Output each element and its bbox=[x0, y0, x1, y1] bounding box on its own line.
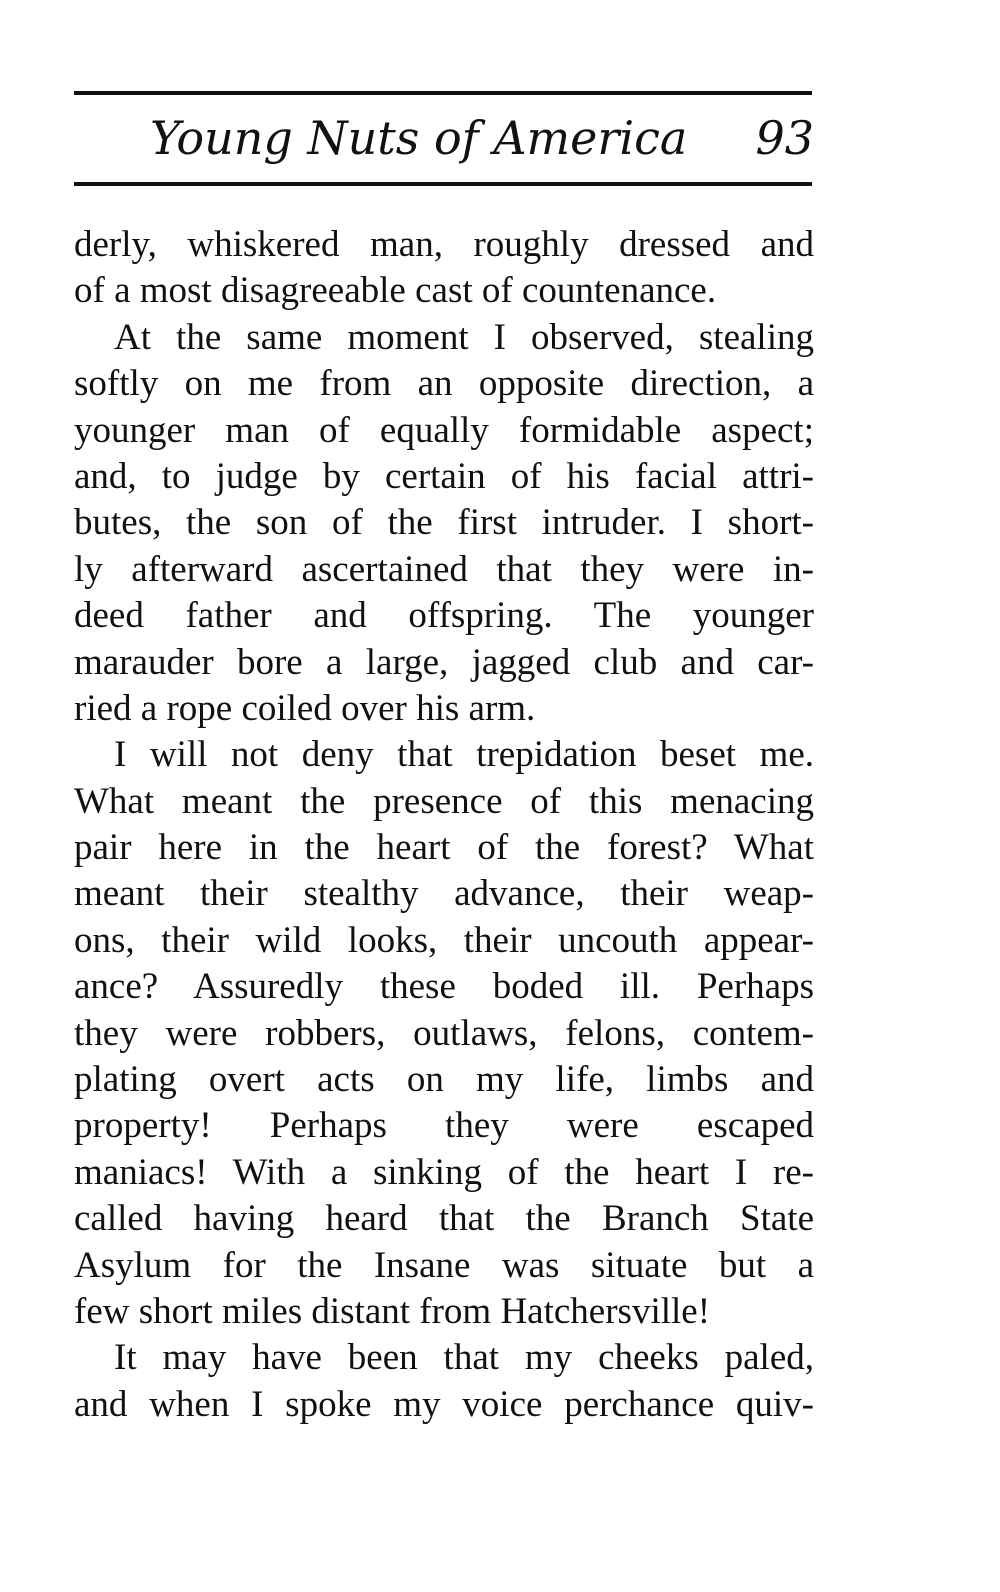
text-line: deed father and offspring. The younger bbox=[74, 595, 814, 637]
text-line: and when I spoke my voice perchance quiv- bbox=[74, 1383, 814, 1425]
text-line: and, to judge by certain of his facial attri- bbox=[74, 455, 814, 497]
text-line: butes, the son of the first intruder. I short- bbox=[74, 502, 814, 544]
text-line: ly afterward ascertained that they were in- bbox=[74, 548, 814, 590]
text-line: plating overt acts on my life, limbs and bbox=[74, 1059, 814, 1101]
text-line: Asylum for the Insane was situate but a bbox=[74, 1244, 814, 1286]
text-line: ons, their wild looks, their uncouth appear- bbox=[74, 919, 814, 961]
header-rule-bottom bbox=[74, 182, 812, 186]
text-line: softly on me from an opposite direction, a bbox=[74, 363, 814, 405]
text-line: few short miles distant from Hatchersville! bbox=[74, 1290, 711, 1332]
header-rule-top bbox=[74, 91, 812, 95]
text-line: derly, whiskered man, roughly dressed and bbox=[74, 224, 814, 265]
text-line: called having heard that the Branch State bbox=[74, 1198, 814, 1240]
running-head-title: Young Nuts of America bbox=[150, 111, 688, 165]
text-line: maniacs! With a sinking of the heart I re- bbox=[74, 1151, 814, 1193]
text-line: ried a rope coiled over his arm. bbox=[74, 687, 536, 729]
text-line: of a most disagreeable cast of countenance. bbox=[74, 270, 717, 312]
text-line: What meant the presence of this menacing bbox=[74, 780, 814, 822]
text-line: It may have been that my cheeks paled, bbox=[114, 1337, 814, 1379]
text-line: marauder bore a large, jagged club and car- bbox=[74, 641, 814, 683]
text-line: I will not deny that trepidation beset me. bbox=[114, 734, 814, 776]
text-line: they were robbers, outlaws, felons, contem- bbox=[74, 1012, 814, 1054]
text-line: younger man of equally formidable aspect; bbox=[74, 409, 814, 451]
page-number: 93 bbox=[755, 111, 814, 165]
body-text bbox=[74, 222, 814, 1428]
text-line: At the same moment I observed, stealing bbox=[114, 316, 814, 358]
text-line: meant their stealthy advance, their weap- bbox=[74, 873, 814, 915]
text-line: pair here in the heart of the forest? What bbox=[74, 827, 814, 869]
text-line: ance? Assuredly these boded ill. Perhaps bbox=[74, 966, 814, 1008]
text-line: property! Perhaps they were escaped bbox=[74, 1105, 814, 1147]
